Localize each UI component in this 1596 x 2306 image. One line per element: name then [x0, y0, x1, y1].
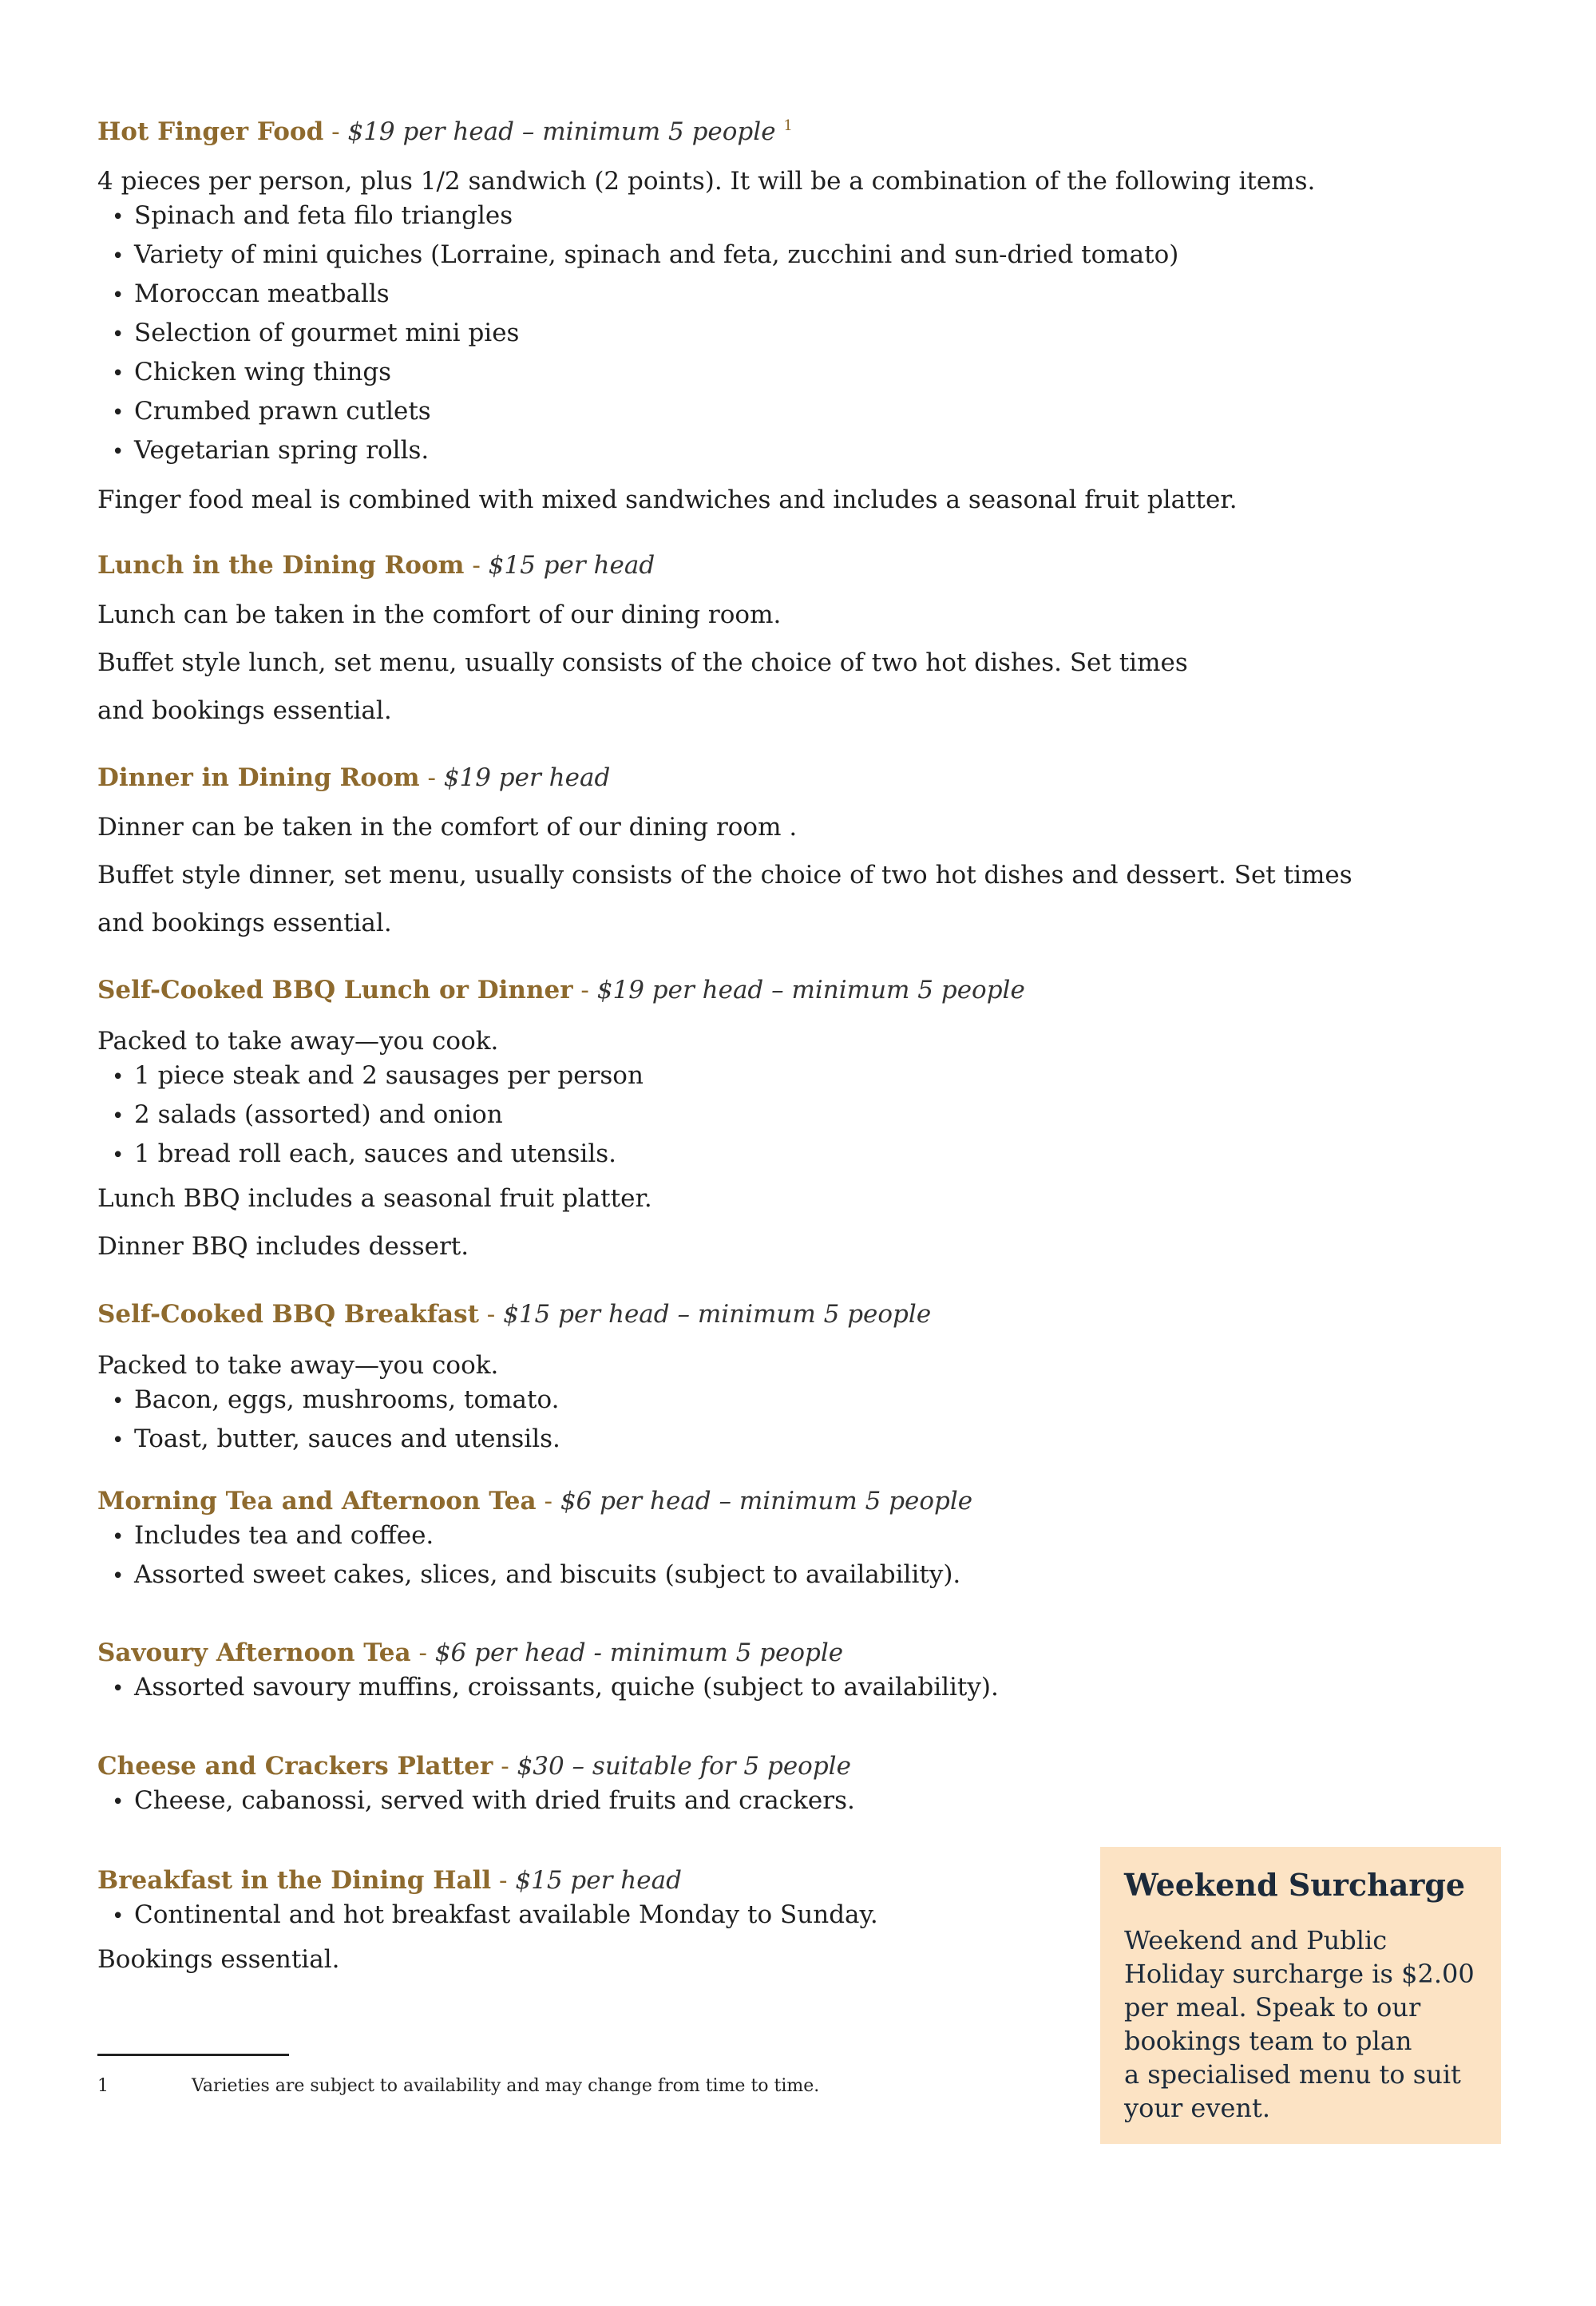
section-title: Dinner in Dining Room [97, 763, 420, 792]
heading-separator: - [491, 1866, 516, 1895]
list-item [112, 1556, 1359, 1595]
list-item [112, 1381, 1359, 1420]
section-title: Morning Tea and Afternoon Tea [97, 1487, 537, 1516]
surcharge-text-line: a specialised menu to suit [1124, 2059, 1461, 2090]
item-list [97, 1381, 1359, 1460]
section-price: $19 per head – minimum 5 people [596, 976, 1025, 1004]
bullet-icon: • [112, 1104, 125, 1128]
section-text: Buffet style lunch, set menu, usually consists of the choice of two hot dishes. Set times [97, 648, 1188, 677]
bullet-icon: • [112, 283, 125, 307]
section-title: Savoury Afternoon Tea [97, 1638, 411, 1667]
list-item-text: Cheese, cabanossi, served with dried fruits and crackers. [134, 1786, 855, 1815]
list-item [112, 1420, 1359, 1460]
list-item-text: Includes tea and coffee. [134, 1521, 434, 1550]
bullet-icon: • [112, 1564, 125, 1588]
bullet-icon: • [112, 401, 125, 425]
section-price: $19 per head [443, 763, 611, 792]
section-heading [97, 762, 1359, 794]
section-price: $15 per head [515, 1866, 682, 1895]
list-item [112, 1669, 1359, 1708]
section-title: Breakfast in the Dining Hall [97, 1866, 492, 1895]
section-note: Lunch BBQ includes a seasonal fruit platter. [97, 1184, 652, 1213]
section-price: $15 per head – minimum 5 people [503, 1300, 932, 1329]
list-item [112, 1782, 1359, 1821]
bullet-icon: • [112, 1065, 125, 1089]
section-dinner-dining [97, 762, 1359, 939]
bullet-icon: • [112, 440, 125, 464]
section-title: Self-Cooked BBQ Lunch or Dinner [97, 976, 573, 1004]
list-item [112, 393, 1359, 432]
surcharge-text-line: Holiday surcharge is $2.00 [1124, 1959, 1475, 1989]
heading-separator: - [493, 1752, 517, 1781]
list-item-text: Assorted sweet cakes, slices, and biscuits (subject to availability). [134, 1560, 961, 1589]
section-note: Finger food meal is combined with mixed sandwiches and includes a seasonal fruit platter. [97, 485, 1238, 514]
section-intro: 4 pieces per person, plus 1/2 sandwich (2 points). It will be a combination of the following items. [97, 167, 1316, 196]
list-item-text: Chicken wing things [134, 358, 392, 386]
section-heading [97, 549, 1359, 581]
list-item-text: Crumbed prawn cutlets [134, 397, 431, 426]
footnote-ref[interactable]: 1 [783, 117, 793, 134]
bullet-icon: • [112, 1525, 125, 1549]
item-list [97, 1782, 1359, 1821]
section-morning-afternoon-tea [97, 1485, 1359, 1595]
footnote-text: Varieties are subject to availability and may change from time to time. [192, 2076, 820, 2096]
surcharge-text-line: your event. [1124, 2093, 1271, 2123]
list-item [112, 275, 1359, 315]
bullet-icon: • [112, 1904, 125, 1928]
list-item-text: Toast, butter, sauces and utensils. [134, 1424, 560, 1453]
section-lunch-dining [97, 549, 1359, 727]
section-heading [97, 1485, 1359, 1517]
item-list [97, 1517, 1359, 1595]
list-item-text: 1 bread roll each, sauces and utensils. [134, 1139, 617, 1168]
bullet-icon: • [112, 1677, 125, 1701]
list-item [112, 236, 1359, 275]
list-item-text: 1 piece steak and 2 sausages per person [134, 1061, 644, 1090]
section-text: Buffet style dinner, set menu, usually consists of the choice of two hot dishes and dessert. Set times [97, 861, 1352, 890]
section-title: Self-Cooked BBQ Breakfast [97, 1300, 479, 1329]
heading-separator: - [323, 117, 348, 146]
section-hot-finger-food [97, 116, 1359, 516]
surcharge-title: Weekend Surcharge [1124, 1867, 1466, 1903]
section-price: $6 per head – minimum 5 people [560, 1487, 973, 1516]
section-heading [97, 1637, 1359, 1669]
list-item [112, 197, 1359, 236]
list-item [112, 315, 1359, 354]
bullet-icon: • [112, 1428, 125, 1452]
section-bbq-breakfast [97, 1298, 1359, 1460]
bullet-icon: • [112, 1143, 125, 1167]
item-list [97, 197, 1359, 471]
section-title: Lunch in the Dining Room [97, 551, 465, 580]
section-text: Lunch can be taken in the comfort of our dining room. [97, 600, 782, 629]
list-item [112, 354, 1359, 393]
bullet-icon: • [112, 362, 125, 386]
list-item-text: Assorted savoury muffins, croissants, quiche (subject to availability). [134, 1673, 999, 1702]
surcharge-text-line: per meal. Speak to our [1124, 1992, 1421, 2023]
section-heading [97, 1298, 1359, 1330]
section-heading [97, 974, 1359, 1006]
section-price: $6 per head - minimum 5 people [434, 1638, 844, 1667]
section-text: and bookings essential. [97, 909, 392, 937]
item-list [97, 1057, 1359, 1175]
footnote-number: 1 [97, 2076, 109, 2096]
list-item-text: Selection of gourmet mini pies [134, 319, 520, 347]
weekend-surcharge-box [1100, 1847, 1501, 2144]
bullet-icon: • [112, 323, 125, 347]
section-price: $15 per head [488, 551, 655, 580]
list-item [112, 1057, 1359, 1096]
list-item-text: Vegetarian spring rolls. [134, 436, 430, 465]
section-text: and bookings essential. [97, 696, 392, 725]
list-item-text: Variety of mini quiches (Lorraine, spinach and feta, zucchini and sun-dried tomato) [134, 240, 1179, 269]
section-note: Bookings essential. [97, 1945, 340, 1974]
list-item-text: Bacon, eggs, mushrooms, tomato. [134, 1385, 560, 1414]
section-bbq-lunch-dinner [97, 974, 1359, 1262]
heading-separator: - [536, 1487, 560, 1516]
bullet-icon: • [112, 244, 125, 268]
bullet-icon: • [112, 1389, 125, 1413]
footnote-divider [97, 2054, 289, 2056]
section-intro: Packed to take away—you cook. [97, 1027, 499, 1056]
section-cheese-platter [97, 1750, 1359, 1821]
item-list [97, 1669, 1359, 1708]
heading-separator: - [419, 763, 444, 792]
section-heading [97, 116, 1359, 148]
list-item-text: Continental and hot breakfast available Monday to Sunday. [134, 1900, 878, 1929]
section-intro: Packed to take away—you cook. [97, 1351, 499, 1380]
section-heading [97, 1750, 1359, 1782]
section-price: $30 – suitable for 5 people [517, 1752, 851, 1781]
footnote [97, 2074, 819, 2098]
section-title: Hot Finger Food [97, 117, 324, 146]
list-item [112, 432, 1359, 471]
heading-separator: - [572, 976, 597, 1004]
heading-separator: - [410, 1638, 435, 1667]
surcharge-text-line: Weekend and Public [1124, 1925, 1388, 1955]
list-item [112, 1517, 1359, 1556]
section-price: $19 per head – minimum 5 people [347, 117, 784, 146]
section-note: Dinner BBQ includes dessert. [97, 1232, 469, 1261]
list-item-text: Spinach and feta filo triangles [134, 201, 513, 230]
heading-separator: - [464, 551, 489, 580]
bullet-icon: • [112, 1790, 125, 1814]
section-savoury-afternoon-tea [97, 1637, 1359, 1708]
section-text: Dinner can be taken in the comfort of our dining room . [97, 813, 798, 842]
list-item-text: 2 salads (assorted) and onion [134, 1100, 503, 1129]
list-item-text: Moroccan meatballs [134, 279, 390, 308]
heading-separator: - [478, 1300, 504, 1329]
bullet-icon: • [112, 205, 125, 229]
list-item [112, 1135, 1359, 1175]
list-item [112, 1096, 1359, 1135]
surcharge-text-line: bookings team to plan [1124, 2026, 1412, 2056]
section-title: Cheese and Crackers Platter [97, 1752, 493, 1781]
